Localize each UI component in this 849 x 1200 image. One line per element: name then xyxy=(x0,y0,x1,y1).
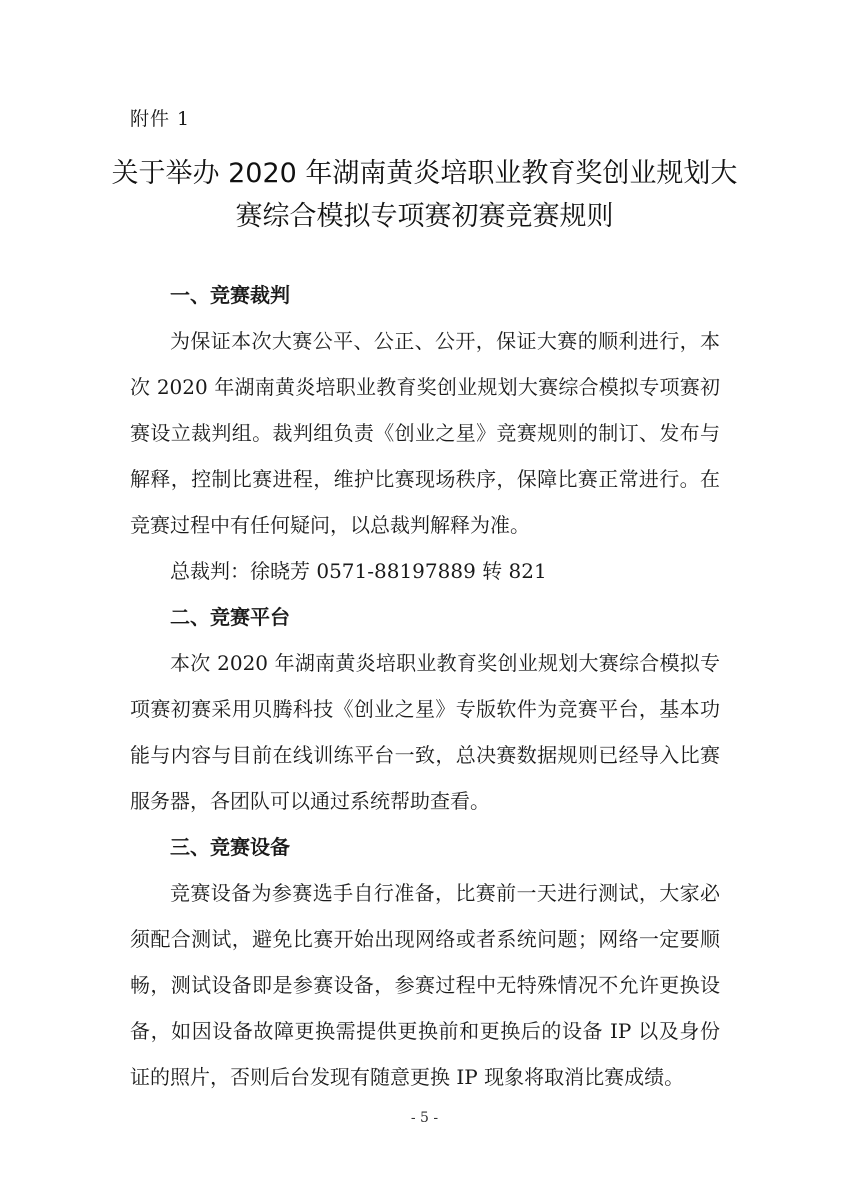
section-paragraph-equipment: 竞赛设备为参赛选手自行准备，比赛前一天进行测试，大家必须配合测试，避免比赛开始出现网络或者系统问题；网络一定要顺畅，测试设备即是参赛设备，参赛过程中无特殊情况不允许更换设备，如因设备故障更换需提供更换前和更换后的设备 IP 以及身份证的照片，否则后台发现有随意更换 IP 现象将取消比赛成绩。 xyxy=(130,881,720,1089)
section-paragraph-platform: 本次 2020 年湖南黄炎培职业教育奖创业规划大赛综合模拟专项赛初赛采用贝腾科技《创业之星》专版软件为竞赛平台，基本功能与内容与目前在线训练平台一致，总决赛数据规则已经导入比赛服务器，各团队可以通过系统帮助查看。 xyxy=(130,651,720,813)
page-number: - 5 - xyxy=(410,1110,439,1126)
document-title xyxy=(110,152,739,238)
document-body xyxy=(130,272,720,1100)
title-line-1: 关于举办 2020 年湖南黄炎培职业教育奖创业规划大 xyxy=(111,158,738,189)
section-heading-referee: 一、竞赛裁判 xyxy=(170,283,290,307)
section-heading-platform: 二、竞赛平台 xyxy=(170,605,290,629)
chief-referee-contact: 总裁判：徐晓芳 0571-88197889 转 821 xyxy=(170,559,547,583)
section-paragraph-referee: 为保证本次大赛公平、公正、公开，保证大赛的顺利进行，本次 2020 年湖南黄炎培职业教育奖创业规划大赛综合模拟专项赛初赛设立裁判组。裁判组负责《创业之星》竞赛规则的制订、发布与解释，控制比赛进程，维护比赛现场秩序，保障比赛正常进行。在竞赛过程中有任何疑问，以总裁判解释为准。 xyxy=(130,329,720,537)
attachment-label: 附件 1 xyxy=(130,108,191,130)
title-line-2: 赛综合模拟专项赛初赛竞赛规则 xyxy=(235,201,614,232)
section-heading-equipment: 三、竞赛设备 xyxy=(170,835,290,859)
